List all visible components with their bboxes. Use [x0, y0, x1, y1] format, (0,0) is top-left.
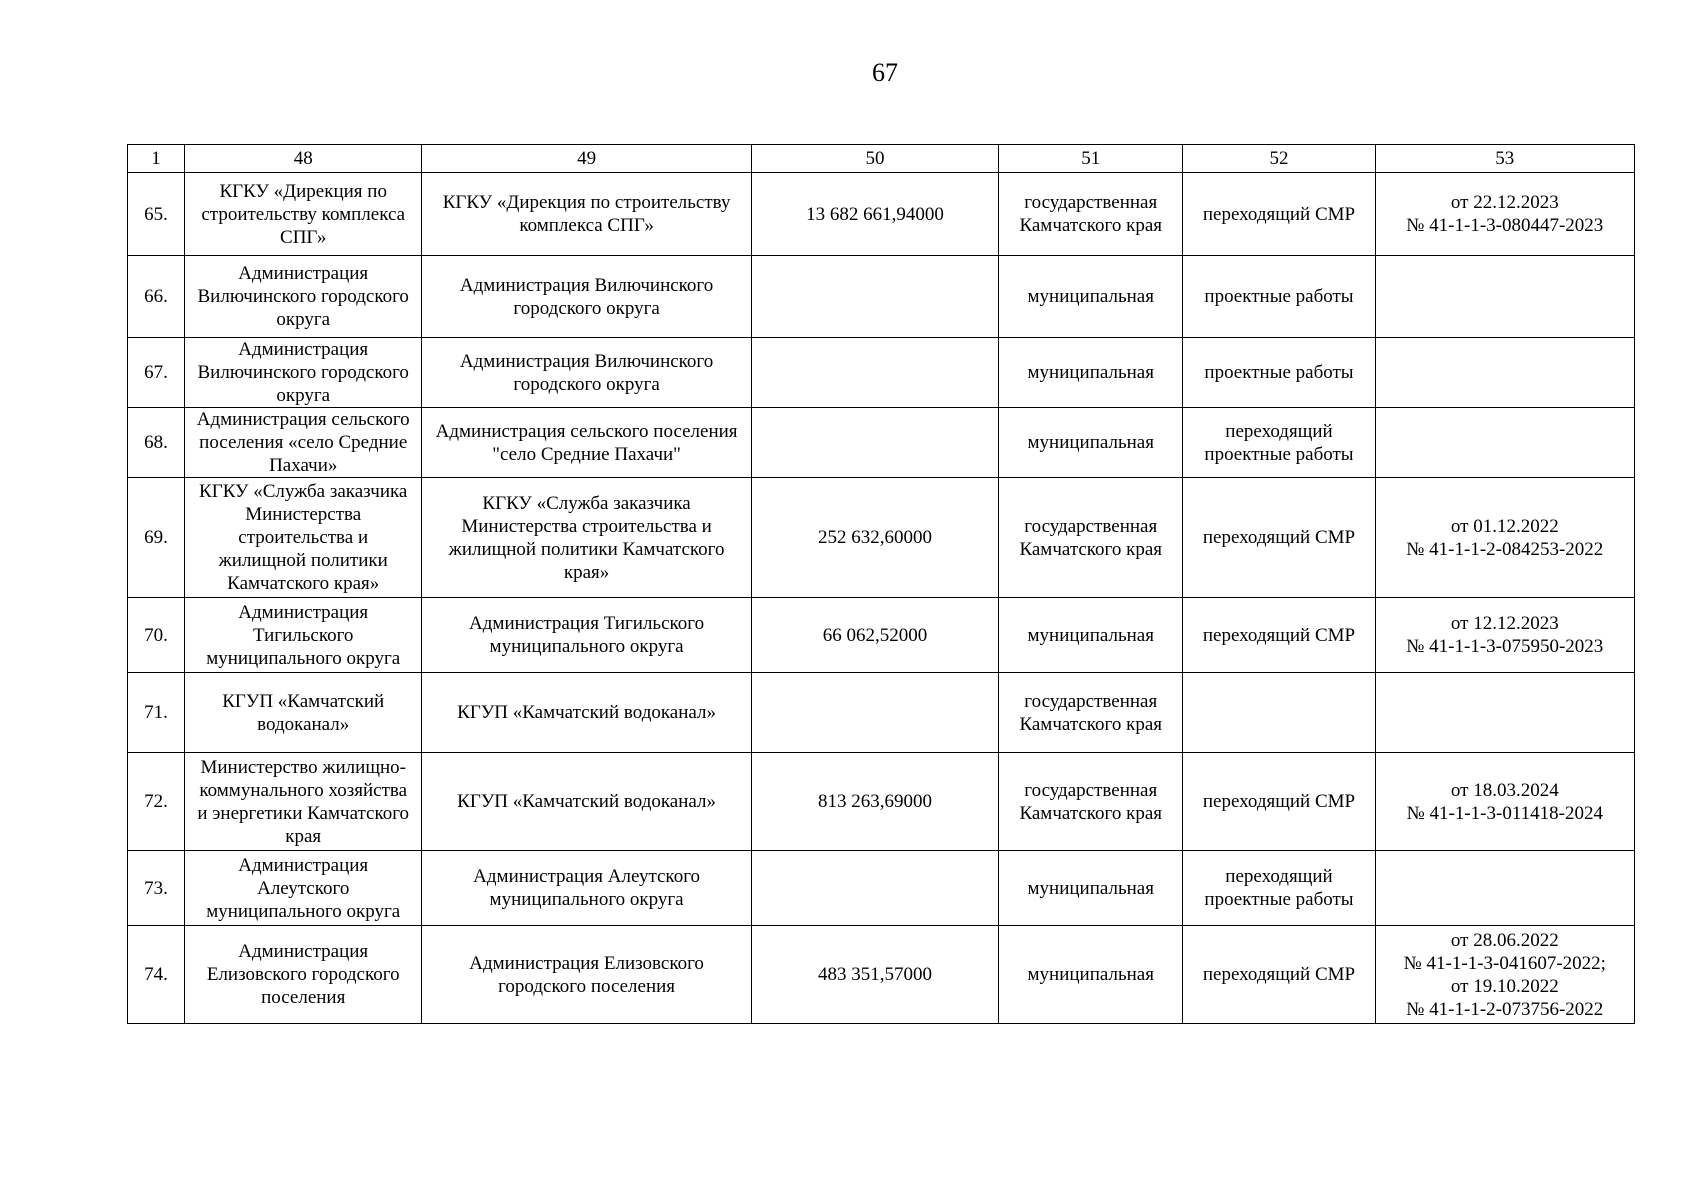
table-row	[128, 173, 1635, 256]
cell-developer: Администрация Вилючинского городского округа	[422, 338, 751, 408]
row-number: 73.	[128, 851, 185, 926]
cell-conclusion: от 18.03.2024 № 41-1-1-3-011418-2024	[1375, 753, 1634, 851]
cell-developer: КГУП «Камчатский водоканал»	[422, 673, 751, 753]
cell-developer: КГКУ «Служба заказчика Министерства строительства и жилищной политики Камчатского края»	[422, 478, 751, 598]
cell-conclusion	[1375, 673, 1634, 753]
cell-amount: 483 351,57000	[751, 926, 998, 1024]
cell-customer: Администрация Алеутского муниципального округа	[185, 851, 422, 926]
cell-conclusion: от 12.12.2023 № 41-1-1-3-075950-2023	[1375, 598, 1634, 673]
table-row	[128, 926, 1635, 1024]
column-header: 51	[999, 145, 1183, 173]
cell-work-type: проектные работы	[1183, 338, 1375, 408]
table-row	[128, 478, 1635, 598]
cell-amount: 13 682 661,94000	[751, 173, 998, 256]
cell-work-type: переходящий СМР	[1183, 753, 1375, 851]
column-header: 49	[422, 145, 751, 173]
cell-work-type: переходящий СМР	[1183, 598, 1375, 673]
column-header: 48	[185, 145, 422, 173]
cell-work-type: проектные работы	[1183, 256, 1375, 338]
row-number: 74.	[128, 926, 185, 1024]
cell-ownership: государственная Камчатского края	[999, 673, 1183, 753]
cell-conclusion	[1375, 851, 1634, 926]
cell-customer: Администрация Тигильского муниципального округа	[185, 598, 422, 673]
row-number: 72.	[128, 753, 185, 851]
cell-customer: Администрация Вилючинского городского округа	[185, 338, 422, 408]
column-header: 53	[1375, 145, 1634, 173]
cell-ownership: государственная Камчатского края	[999, 173, 1183, 256]
cell-customer: КГКУ «Дирекция по строительству комплекса СПГ»	[185, 173, 422, 256]
row-number: 71.	[128, 673, 185, 753]
row-number: 69.	[128, 478, 185, 598]
cell-work-type	[1183, 673, 1375, 753]
cell-ownership: муниципальная	[999, 256, 1183, 338]
table-row	[128, 673, 1635, 753]
row-number: 68.	[128, 408, 185, 478]
cell-developer: Администрация Тигильского муниципального округа	[422, 598, 751, 673]
cell-work-type: переходящий СМР	[1183, 478, 1375, 598]
cell-developer: КГУП «Камчатский водоканал»	[422, 753, 751, 851]
cell-amount	[751, 256, 998, 338]
column-header: 52	[1183, 145, 1375, 173]
table-row	[128, 256, 1635, 338]
cell-developer: КГКУ «Дирекция по строительству комплекса СПГ»	[422, 173, 751, 256]
table-row	[128, 408, 1635, 478]
cell-conclusion	[1375, 338, 1634, 408]
cell-developer: Администрация Алеутского муниципального округа	[422, 851, 751, 926]
data-table	[127, 144, 1635, 1024]
table-header-row	[128, 145, 1635, 173]
cell-developer: Администрация Елизовского городского поселения	[422, 926, 751, 1024]
cell-work-type: переходящий проектные работы	[1183, 851, 1375, 926]
table-row	[128, 598, 1635, 673]
row-number: 70.	[128, 598, 185, 673]
cell-customer: КГУП «Камчатский водоканал»	[185, 673, 422, 753]
cell-ownership: муниципальная	[999, 598, 1183, 673]
cell-amount	[751, 408, 998, 478]
column-header: 50	[751, 145, 998, 173]
cell-amount: 813 263,69000	[751, 753, 998, 851]
row-number: 65.	[128, 173, 185, 256]
cell-customer: КГКУ «Служба заказчика Министерства строительства и жилищной политики Камчатского края»	[185, 478, 422, 598]
cell-conclusion: от 28.06.2022 № 41-1-1-3-041607-2022; от 19.10.2022 № 41-1-1-2-073756-2022	[1375, 926, 1634, 1024]
cell-conclusion	[1375, 408, 1634, 478]
cell-conclusion: от 22.12.2023 № 41-1-1-3-080447-2023	[1375, 173, 1634, 256]
table-row	[128, 753, 1635, 851]
table-row	[128, 338, 1635, 408]
cell-developer: Администрация Вилючинского городского округа	[422, 256, 751, 338]
cell-ownership: государственная Камчатского края	[999, 753, 1183, 851]
table-row	[128, 851, 1635, 926]
cell-ownership: муниципальная	[999, 851, 1183, 926]
column-header: 1	[128, 145, 185, 173]
cell-work-type: переходящий проектные работы	[1183, 408, 1375, 478]
cell-amount	[751, 338, 998, 408]
cell-work-type: переходящий СМР	[1183, 926, 1375, 1024]
cell-ownership: государственная Камчатского края	[999, 478, 1183, 598]
cell-amount: 66 062,52000	[751, 598, 998, 673]
row-number: 66.	[128, 256, 185, 338]
cell-customer: Администрация Вилючинского городского округа	[185, 256, 422, 338]
cell-amount	[751, 851, 998, 926]
cell-customer: Администрация сельского поселения «село Средние Пахачи»	[185, 408, 422, 478]
cell-developer: Администрация сельского поселения "село Средние Пахачи"	[422, 408, 751, 478]
row-number: 67.	[128, 338, 185, 408]
cell-conclusion: от 01.12.2022 № 41-1-1-2-084253-2022	[1375, 478, 1634, 598]
cell-amount: 252 632,60000	[751, 478, 998, 598]
cell-customer: Министерство жилищно- коммунального хозяйства и энергетики Камчатского края	[185, 753, 422, 851]
cell-conclusion	[1375, 256, 1634, 338]
cell-customer: Администрация Елизовского городского поселения	[185, 926, 422, 1024]
cell-ownership: муниципальная	[999, 338, 1183, 408]
cell-work-type: переходящий СМР	[1183, 173, 1375, 256]
cell-ownership: муниципальная	[999, 408, 1183, 478]
cell-ownership: муниципальная	[999, 926, 1183, 1024]
cell-amount	[751, 673, 998, 753]
page-number: 67	[872, 58, 898, 87]
